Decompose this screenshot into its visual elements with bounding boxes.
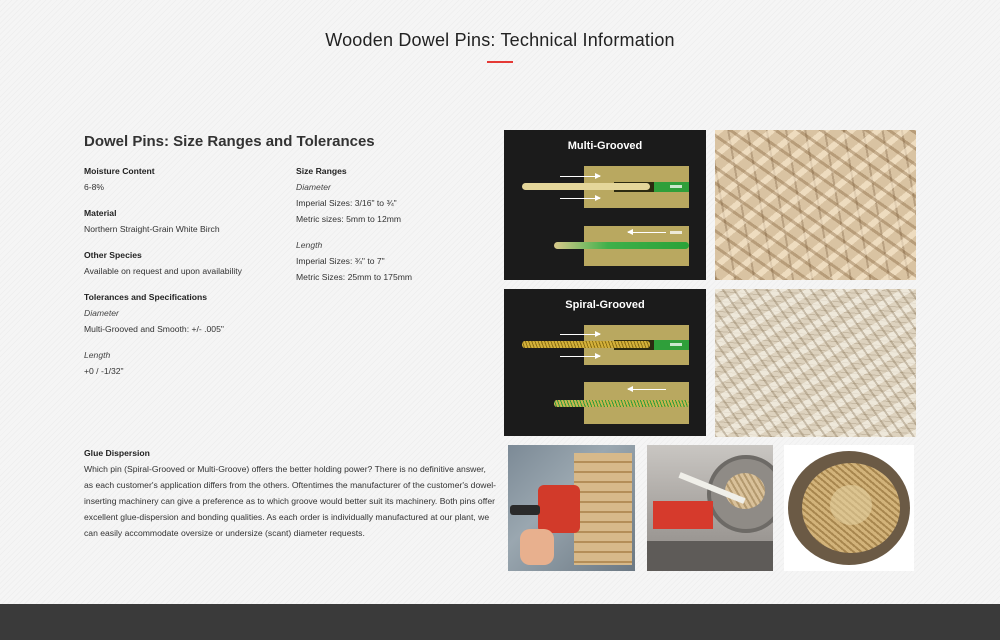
tolerances-label: Tolerances and Specifications	[84, 292, 208, 302]
site-footer	[0, 604, 1000, 640]
size-diameter-imperial: Imperial Sizes: 3/16" to ¾"	[296, 198, 397, 208]
wood-panel	[574, 453, 632, 565]
spiral-grooved-pin-inserted	[554, 400, 689, 407]
spiral-grooved-title: Spiral-Grooved	[565, 299, 645, 311]
insert-arrow-icon	[560, 356, 600, 357]
glue-tag	[670, 185, 682, 188]
multi-grooved-pin	[522, 183, 650, 190]
spiral-grooved-diagram	[504, 289, 706, 436]
other-species-label: Other Species	[84, 250, 142, 260]
material-label: Material	[84, 208, 117, 218]
dowel-machine-photo	[647, 445, 773, 571]
glue-tag	[670, 343, 682, 346]
specs-right-column	[296, 163, 486, 285]
insert-arrow-icon	[560, 334, 600, 335]
page-title: Wooden Dowel Pins: Technical Information	[325, 30, 675, 50]
dowel-inserting-gun-photo	[508, 445, 635, 571]
moisture-label: Moisture Content	[84, 166, 155, 176]
spiral-grooved-pin	[522, 341, 650, 348]
multi-grooved-pin-inserted	[554, 242, 689, 249]
insert-arrow-icon	[560, 176, 600, 177]
specs-left-column	[84, 163, 284, 379]
glue-dispersion-text: Which pin (Spiral-Grooved or Multi-Groove) offers the better holding power? There is no definitive answer, as each customer's application differs from the others. Oftentimes the manufacturer of the customer's dowel-inserting machinery can give a preference as to which groove would better suit its machinery. Both pins offer excellent glue-dispersion and bonding qualities. As each order is individually manufactured at our plant, we can easily accommodate oversize or undersize (scant) diameter requests.	[84, 464, 496, 538]
glue-flow-arrow-icon	[628, 389, 666, 390]
title-underline	[487, 61, 513, 63]
section-heading: Dowel Pins: Size Ranges and Tolerances	[84, 133, 375, 150]
glue-flow-arrow-icon	[628, 232, 666, 233]
moisture-value: 6-8%	[84, 182, 105, 192]
size-length-label: Length	[296, 240, 323, 250]
machine-base	[647, 541, 773, 571]
tolerance-diameter-value: Multi-Grooved and Smooth: +/- .005"	[84, 324, 224, 334]
tolerance-length-label: Length	[84, 350, 111, 360]
size-ranges-label: Size Ranges	[296, 166, 347, 176]
insert-arrow-icon	[560, 198, 600, 199]
spiral-grooved-pins-photo	[715, 289, 916, 437]
other-species-value: Available on request and upon availability	[84, 266, 242, 276]
dowels-in-bowl	[725, 473, 765, 509]
glue-gun	[538, 485, 580, 533]
bowl-center	[830, 485, 872, 525]
multi-grooved-diagram	[504, 130, 706, 280]
hand	[520, 529, 554, 565]
tolerance-diameter-label: Diameter	[84, 308, 119, 318]
multi-grooved-pins-photo	[715, 130, 916, 280]
glue-dispersion-section	[84, 445, 496, 541]
material-value: Northern Straight-Grain White Birch	[84, 224, 220, 234]
glue-tag	[670, 231, 682, 234]
red-machine-part	[653, 501, 713, 529]
size-length-metric: Metric Sizes: 25mm to 175mm	[296, 272, 413, 282]
glue-dispersion-label: Glue Dispersion	[84, 448, 150, 458]
size-diameter-label: Diameter	[296, 182, 331, 192]
size-length-imperial: Imperial Sizes: ¾" to 7"	[296, 256, 385, 266]
tool-handle	[510, 505, 540, 515]
tolerance-length-value: +0 / -1/32"	[84, 366, 124, 376]
size-diameter-metric: Metric sizes: 5mm to 12mm	[296, 214, 402, 224]
multi-grooved-title: Multi-Grooved	[567, 140, 643, 152]
dowel-bowl-photo	[784, 445, 914, 571]
